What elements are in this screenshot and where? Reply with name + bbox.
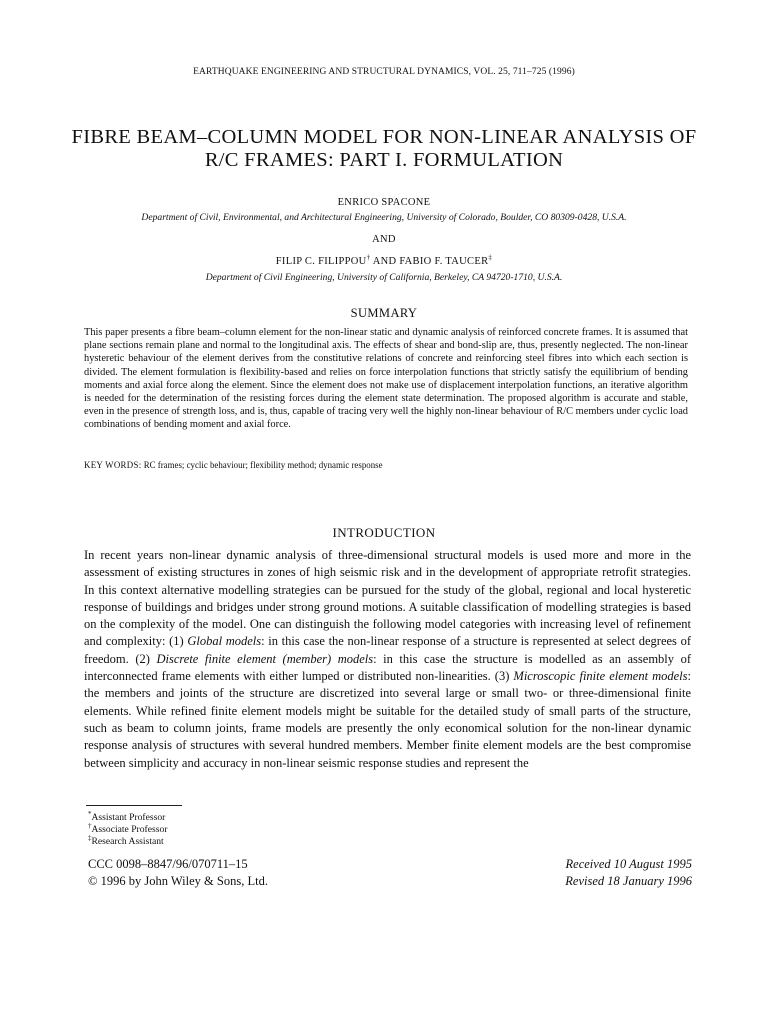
intro-emphasis-3: Microscopic finite element models (513, 669, 688, 684)
footnote-3 (88, 833, 167, 848)
title-line-2: R/C FRAMES: PART I. FORMULATION (204, 149, 564, 171)
title-line-1: FIBRE BEAM–COLUMN MODEL FOR NON-LINEAR ANALYSIS OF (71, 126, 697, 148)
summary-heading: SUMMARY (350, 306, 418, 320)
footnote-3-mark: ‡ (88, 833, 92, 842)
keywords-text: RC frames; cyclic behaviour; flexibility method; dynamic response (141, 460, 383, 470)
footnote-2-text: Associate Professor (91, 824, 168, 835)
received-date: Received 10 August 1995 (565, 857, 692, 871)
footnote-rule (86, 805, 182, 806)
footnote-3-text: Research Assistant (91, 836, 164, 847)
author-3: FABIO F. TAUCER (399, 256, 489, 267)
author-2-mark: † (366, 253, 371, 262)
author-3-mark: ‡ (488, 253, 493, 262)
intro-part-2: : in this case the non-linear response of a structure is represented at select degrees of freedom. (2) (84, 634, 691, 666)
author-joiner: AND (370, 256, 400, 267)
introduction-heading: INTRODUCTION (332, 525, 436, 540)
author-1: ENRICO SPACONE (337, 197, 431, 208)
footnotes (88, 809, 168, 848)
authors-2-3 (0, 253, 768, 267)
intro-part-3: : in this case the structure is modelled as an assembly of interconnected frame elements with either lumped or distributed non-linearities. (3) (84, 651, 691, 684)
footnote-1-text: Assistant Professor (91, 812, 166, 823)
introduction-text (84, 547, 691, 772)
author-2: FILIP C. FILIPPOU (275, 256, 367, 267)
affiliation-2: Department of Civil Engineering, University of California, Berkeley, CA 94720-1710, U.S.A. (205, 272, 563, 283)
intro-part-4: : the members and joints of the structure are discretized into several large or small two- or three-dimensional finite elements. While refined finite element models might be suitable for the detailed study of small parts of the structure, such as beam to column joints, frame models are presently the only economical solution for the non-linear dynamic response analysis of structures with several hundred members. Member finite element models are the best compromise between simplicity and accuracy in non-linear seismic response studies and represent the (84, 669, 691, 770)
copyright: © 1996 by John Wiley & Sons, Ltd. (88, 874, 268, 888)
keywords (84, 460, 383, 470)
affiliation-1: Department of Civil, Environmental, and Architectural Engineering, University of Colorado, Boulder, CO 80309-0428, U.S.A. (141, 212, 627, 223)
publication-info (88, 856, 268, 890)
intro-part-1: In recent years non-linear dynamic analysis of three-dimensional structural models is used more and more in the assessment of existing structures in zones of high seismic risk and in the development of appropriate retrofit strategies. In this context alternative modelling strategies can be pursued for the study of the global, regional and local hysteretic response of buildings and bridges under strong ground motions. A suitable classification of modelling strategies is based on the complexity of the model. One can distinguish the following model categories with increasing level of refinement and complexity: (1) (84, 548, 691, 649)
footnote-1 (88, 809, 167, 824)
paper-title (0, 126, 768, 172)
keywords-label: KEY WORDS: (84, 460, 142, 470)
revised-date: Revised 18 January 1996 (565, 874, 692, 888)
footnote-1-mark: * (88, 809, 92, 818)
ccc-code: CCC 0098–8847/96/070711–15 (88, 857, 248, 871)
received-dates (565, 856, 692, 890)
intro-emphasis-2: Discrete finite element (member) models (156, 651, 374, 666)
footnote-2-mark: † (88, 821, 92, 830)
intro-emphasis-1: Global models (187, 634, 262, 649)
running-head: EARTHQUAKE ENGINEERING AND STRUCTURAL DYNAMICS, VOL. 25, 711–725 (1996) (193, 67, 575, 77)
and-separator: AND (372, 234, 396, 245)
summary-text: This paper presents a fibre beam–column element for the non-linear static and dynamic analysis of reinforced concrete frames. It is assumed that plane sections remain plane and normal to the longitudinal axis. The effects of shear and bond-slip are, thus, presently neglected. The non-linear hysteretic behaviour of the element derives from the constitutive relations of concrete and reinforcing steel fibres into which each section is divided. The element formulation is flexibility-based and relies on force interpolation functions that strictly satisfy the equilibrium of bending moments and axial force along the element. Since the element does not make use of displacement interpolation functions, an iterative algorithm is needed for the determination of the resisting forces during the element state determination. The proposed algorithm is accurate and stable, even in the presence of strength loss, and is, thus, capable of tracing very well the highly non-linear behaviour of R/C members under cyclic load combinations of bending moment and axial force. (84, 327, 688, 431)
footnote-2 (88, 821, 168, 836)
